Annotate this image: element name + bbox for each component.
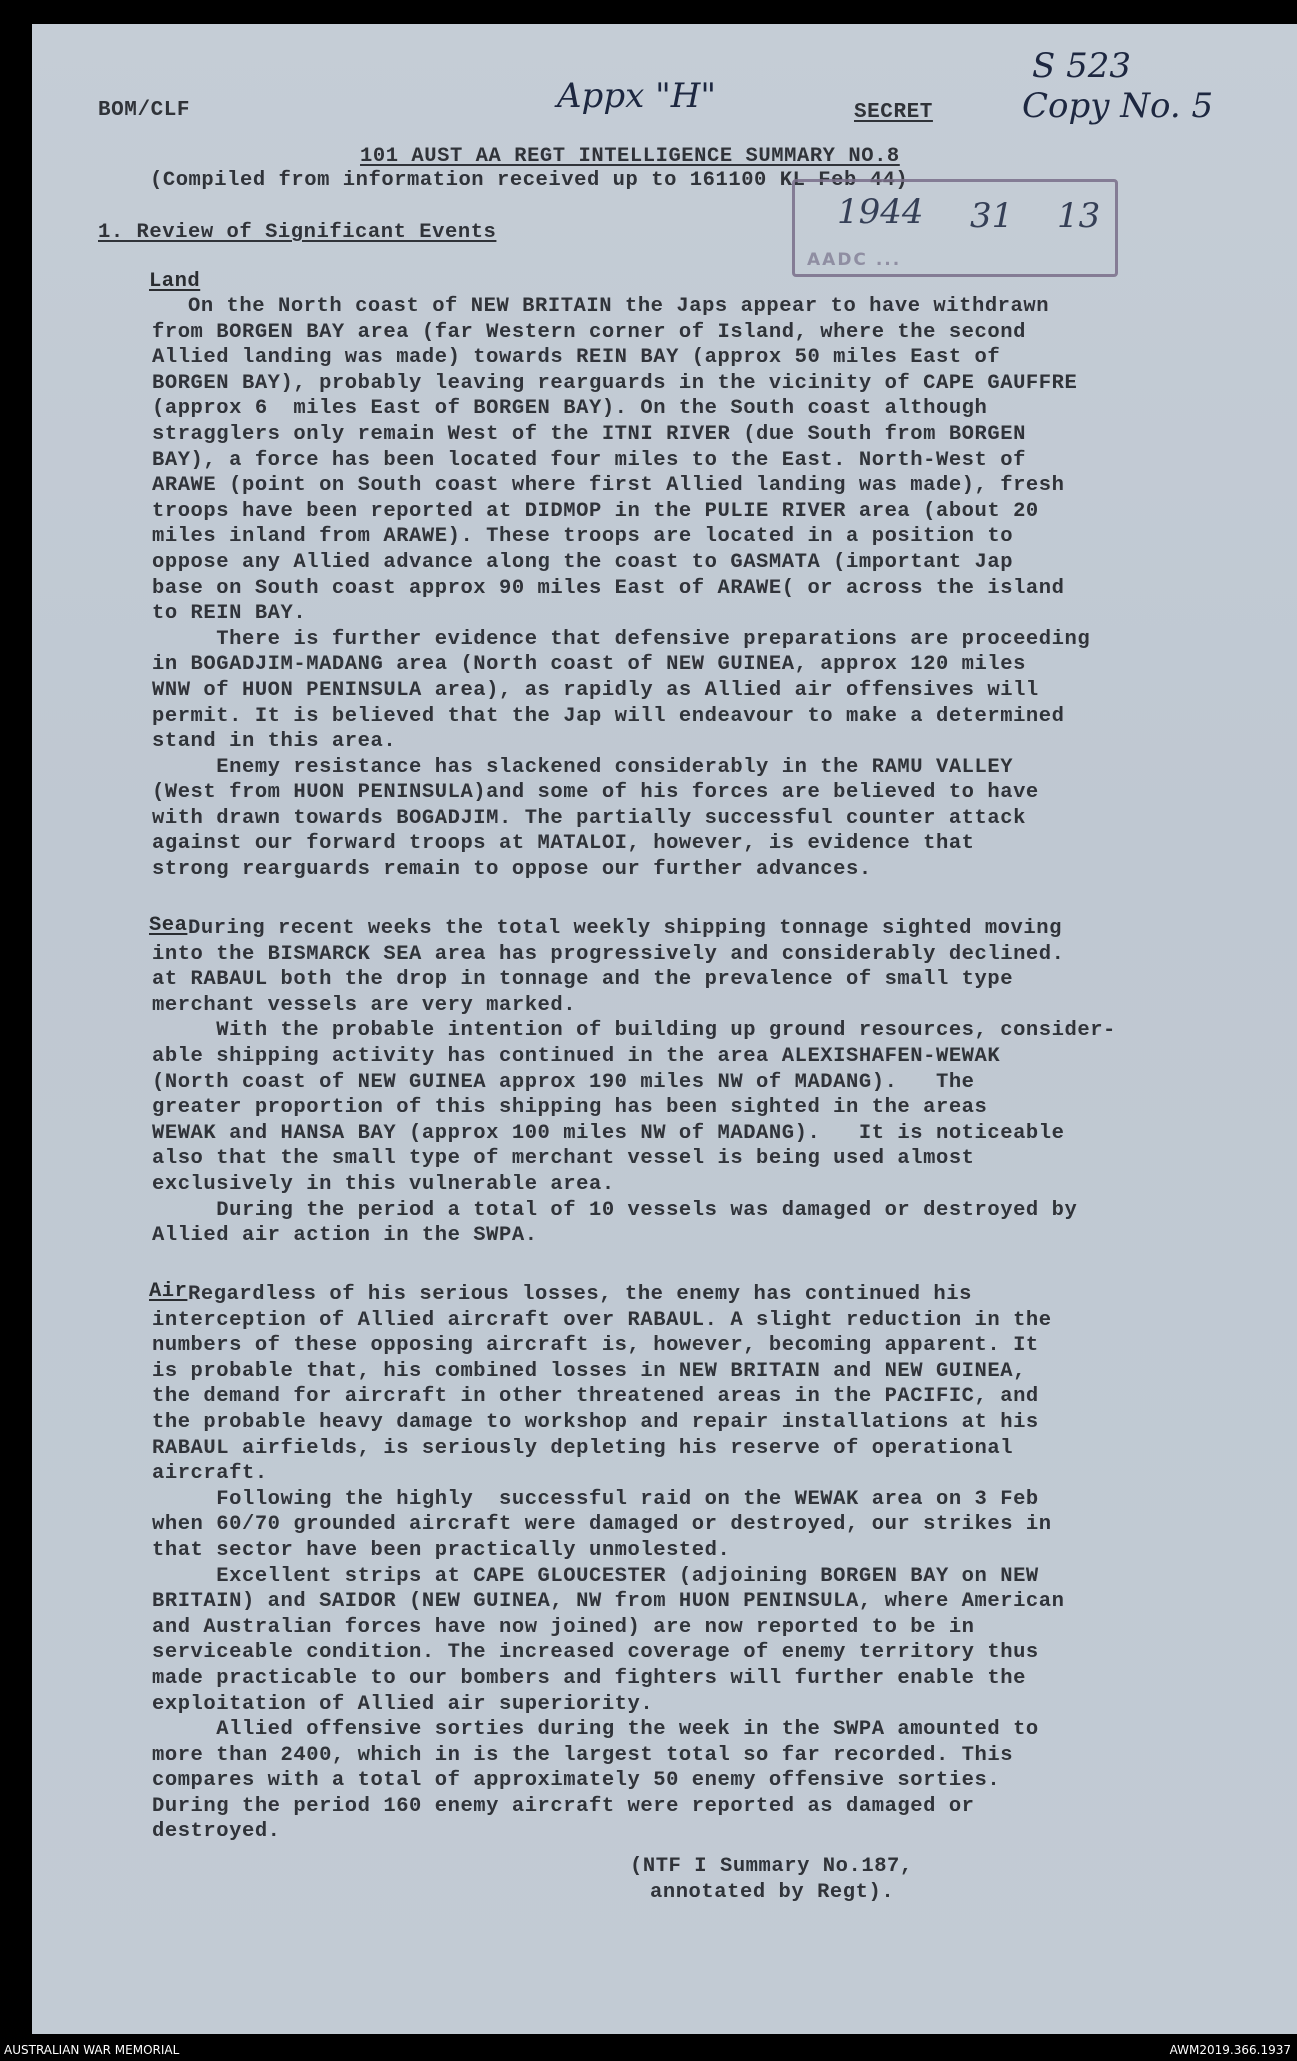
text-line: serviceable condition. The increased coverage of enemy territory thus xyxy=(152,1641,1039,1665)
text-line: at RABAUL both the drop in tonnage and the prevalence of small type xyxy=(152,968,1014,992)
text-line: destroyed. xyxy=(152,1820,281,1844)
text-line: During the period 160 enemy aircraft were reported as damaged or xyxy=(152,1794,975,1818)
text-line: RABAUL airfields, is seriously depleting his reserve of operational xyxy=(152,1436,1014,1460)
text-line: aircraft. xyxy=(152,1462,268,1486)
text-line: with drawn towards BOGADJIM. The partially successful counter attack xyxy=(152,806,1026,830)
text-line: the demand for aircraft in other threatened areas in the PACIFIC, and xyxy=(152,1385,1039,1409)
land-heading: Land xyxy=(149,270,201,293)
text-line: Regardless of his serious losses, the enemy has continued his xyxy=(188,1283,972,1306)
text-line: miles inland from ARAWE). These troops are located in a position to xyxy=(152,525,1014,549)
text-line: merchant vessels are very marked. xyxy=(152,993,577,1017)
text-line: exploitation of Allied air superiority. xyxy=(152,1692,654,1716)
stamp-number-1: 31 xyxy=(970,196,1014,236)
text-line: from BORGEN BAY area (far Western corner of Island, where the second xyxy=(152,320,1026,344)
stamp-number-2: 13 xyxy=(1057,196,1101,236)
text-line: WNW of HUON PENINSULA area), as rapidly as Allied air offensives will xyxy=(152,678,1039,702)
text-line: when 60/70 grounded aircraft were damaged or destroyed, our strikes in xyxy=(152,1513,1052,1537)
text-line: BAY), a force has been located four miles to the East. North-West of xyxy=(152,448,1026,472)
text-line: greater proportion of this shipping has been sighted in the areas xyxy=(152,1096,988,1120)
text-line: (approx 6 miles East of BORGEN BAY). On the South coast although xyxy=(152,397,988,421)
footer-right: AWM2019.366.1937 xyxy=(1169,2043,1291,2057)
text-line: WEWAK and HANSA BAY (approx 100 miles NW of MADANG). It is noticeable xyxy=(152,1121,1065,1145)
copy-number: Copy No. 5 xyxy=(1022,86,1214,126)
appendix-handwritten-note: Appx "H" xyxy=(557,76,716,116)
air-heading: Air xyxy=(149,1280,188,1303)
text-line: in BOGADJIM-MADANG area (North coast of NEW GUINEA, approx 120 miles xyxy=(152,653,1026,677)
sea-paragraphs xyxy=(152,916,1292,1249)
footer-left: AUSTRALIAN WAR MEMORIAL xyxy=(4,2043,180,2057)
classification-label: SECRET xyxy=(854,101,933,124)
text-line: able shipping activity has continued in the area ALEXISHAFEN-WEWAK xyxy=(152,1044,1001,1068)
text-line: strong rearguards remain to oppose our further advances. xyxy=(152,858,872,882)
text-line: Allied air action in the SWPA. xyxy=(152,1224,538,1248)
registry-stamp xyxy=(792,179,1118,277)
text-line: that sector have been practically unmolested. xyxy=(152,1538,731,1562)
text-line: numbers of these opposing aircraft is, however, becoming apparent. It xyxy=(152,1334,1039,1358)
text-line: made practicable to our bombers and fighters will further enable the xyxy=(152,1666,1026,1690)
text-line: oppose any Allied advance along the coast to GASMATA (important Jap xyxy=(152,550,1014,574)
text-line: BRITAIN) and SAIDOR (NEW GUINEA, NW from HUON PENINSULA, where American xyxy=(152,1590,1065,1614)
text-line: also that the small type of merchant vessel is being used almost xyxy=(152,1147,975,1171)
text-line: base on South coast approx 90 miles East of ARAWE( or across the island xyxy=(152,576,1065,600)
text-line: stand in this area. xyxy=(152,730,397,754)
text-line: interception of Allied aircraft over RABAUL. A slight reduction in the xyxy=(152,1308,1052,1332)
text-line: (West from HUON PENINSULA)and some of his forces are believed to have xyxy=(152,781,1039,805)
text-line: compares with a total of approximately 50 enemy offensive sorties. xyxy=(152,1769,1001,1793)
document-title: 101 AUST AA REGT INTELLIGENCE SUMMARY NO.8 xyxy=(360,145,900,168)
text-line: more than 2400, which in is the largest total so far recorded. This xyxy=(152,1743,1014,1767)
stamp-text: AADC ... xyxy=(807,250,902,270)
text-line: and Australian forces have now joined) are now reported to be in xyxy=(152,1615,975,1639)
text-line: With the probable intention of building up ground resources, consider- xyxy=(152,1019,1116,1043)
sea-heading: Sea xyxy=(149,914,188,937)
text-line: the probable heavy damage to workshop and repair installations at his xyxy=(152,1410,1039,1434)
text-line: Allied offensive sorties during the week in the SWPA amounted to xyxy=(152,1718,1039,1742)
air-paragraphs xyxy=(152,1282,1292,1845)
text-line: permit. It is believed that the Jap will endeavour to make a determined xyxy=(152,704,1065,728)
source-note-line-2: annotated by Regt). xyxy=(650,1881,895,1904)
text-line: to REIN BAY. xyxy=(152,602,307,626)
text-line: On the North coast of NEW BRITAIN the Japs appear to have withdrawn xyxy=(188,295,1050,318)
text-line: Excellent strips at CAPE GLOUCESTER (adjoining BORGEN BAY on NEW xyxy=(152,1564,1039,1588)
reference-code: BOM/CLF xyxy=(98,99,191,122)
text-line: into the BISMARCK SEA area has progressively and considerably declined. xyxy=(152,942,1065,966)
text-line: against our forward troops at MATALOI, however, is evidence that xyxy=(152,832,975,856)
stamp-year: 1944 xyxy=(837,192,924,232)
text-line: exclusively in this vulnerable area. xyxy=(152,1172,615,1196)
source-note-line-1: (NTF I Summary No.187, xyxy=(630,1855,913,1878)
text-line: ARAWE (point on South coast where first Allied landing was made), fresh xyxy=(152,474,1065,498)
text-line: During recent weeks the total weekly shipping tonnage sighted moving xyxy=(188,917,1062,940)
text-line: stragglers only remain West of the ITNI RIVER (due South from BORGEN xyxy=(152,422,1026,446)
text-line: Allied landing was made) towards REIN BAY (approx 50 miles East of xyxy=(152,346,1001,370)
text-line: Following the highly successful raid on the WEWAK area on 3 Feb xyxy=(152,1487,1039,1511)
handwritten-reference: S 523 xyxy=(1032,46,1131,86)
document-page xyxy=(32,24,1297,2034)
document-subtitle: (Compiled from information received up to 161100 KL Feb 44) xyxy=(150,169,909,192)
land-paragraphs xyxy=(152,294,1292,883)
text-line: troops have been reported at DIDMOP in the PULIE RIVER area (about 20 xyxy=(152,499,1039,523)
text-line: There is further evidence that defensive preparations are proceeding xyxy=(152,627,1091,651)
text-line: is probable that, his combined losses in NEW BRITAIN and NEW GUINEA, xyxy=(152,1359,1026,1383)
text-line: (North coast of NEW GUINEA approx 190 miles NW of MADANG). The xyxy=(152,1070,975,1094)
text-line: Enemy resistance has slackened considerably in the RAMU VALLEY xyxy=(152,755,1014,779)
section-heading: 1. Review of Significant Events xyxy=(98,221,497,244)
text-line: During the period a total of 10 vessels was damaged or destroyed by xyxy=(152,1198,1078,1222)
text-line: BORGEN BAY), probably leaving rearguards in the vicinity of CAPE GAUFFRE xyxy=(152,371,1078,395)
